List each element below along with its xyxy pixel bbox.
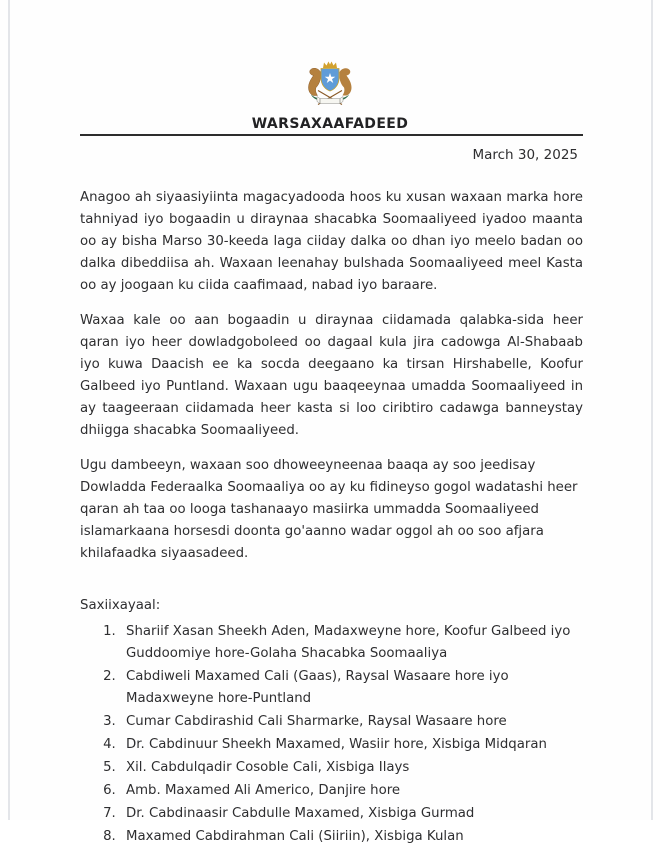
signatory-item: 3. Cumar Cabdirashid Cali Sharmarke, Raysal Wasaare hore [120,711,583,733]
header-divider [80,134,583,136]
somalia-coat-of-arms-logo [297,59,363,112]
signatory-item: 6. Amb. Maxamed Ali Americo, Danjire hore [120,780,583,802]
body-paragraph-2: Waxaa kale oo aan bogaadin u diraynaa ciidamada qalabka-sida heer qaran iyo heer dowladgoboleed oo dagaal kula jira cadowga Al-Shabaab iyo kuwa Daacish ee ka socda deegaano ka tirsan Hirshabelle, Koofur Galbeed iyo Puntland. Waxaan ugu baaqeeynaa umadda Soomaaliyeed in ay taageeraan ciidamada heer kasta si loo ciribtiro cadawga banneystay dhiigga shacabka Soomaaliyeed. [80,313,583,438]
document-date: March 30, 2025 [472,147,578,163]
crown-icon [323,62,337,69]
signatory-item: 8. Maxamed Cabdirahman Cali (Siiriin), Xisbiga Kulan [120,826,583,848]
signatory-item: 1. Shariif Xasan Sheekh Aden, Madaxweyne hore, Koofur Galbeed iyo Guddoomiye hore-Golaha Shacabka Soomaaliya [120,621,583,665]
signatories-heading: Saxiixayaal: [80,598,161,613]
signatory-item: 7. Dr. Cabdinaasir Cabdulle Maxamed, Xisbiga Gurmad [120,803,583,825]
signatory-item: 5. Xil. Cabdulqadir Cosoble Cali, Xisbiga Ilays [120,757,583,779]
signatory-item: 4. Dr. Cabdinuur Sheekh Maxamed, Wasiir hore, Xisbiga Midqaran [120,734,583,756]
body-paragraph-1: Anagoo ah siyaasiyiinta magacyadooda hoos ku xusan waxaan marka hore tahniyad iyo bogaadin u diraynaa shacabka Soomaaliyeed iyadoo maanta oo ay bisha Marso 30-keeda laga ciiday dalka oo dhan iyo meelo badan oo dalka dibeddiisa ah. Waxaan leenahay bulshada Soomaaliyeed meel Kasta oo ay joogaan ku ciida caafimaad, nabad iyo baraare. [80,190,583,293]
document-body [80,187,583,849]
signatory-item: 2. Cabdiweli Maxamed Cali (Gaas), Raysal Wasaare hore iyo Madaxweyne hore-Puntland [120,666,583,710]
signatories-list [80,621,583,848]
document-title: WARSAXAAFADEED [251,116,409,132]
body-paragraph-3: Ugu dambeeyn, waxaan soo dhoweeyneenaa baaqa ay soo jeedisay Dowladda Federaalka Soomaaliya oo ay ku fidineyso gogol wadatashi heer qaran ah taa oo looga tashanaayo masiirka ummadda Soomaaliyeed islamarkaana horsesdi doonta go'aanno wadar oggol ah oo soo afjara khilafaadka siyaasadeed. [80,458,578,561]
